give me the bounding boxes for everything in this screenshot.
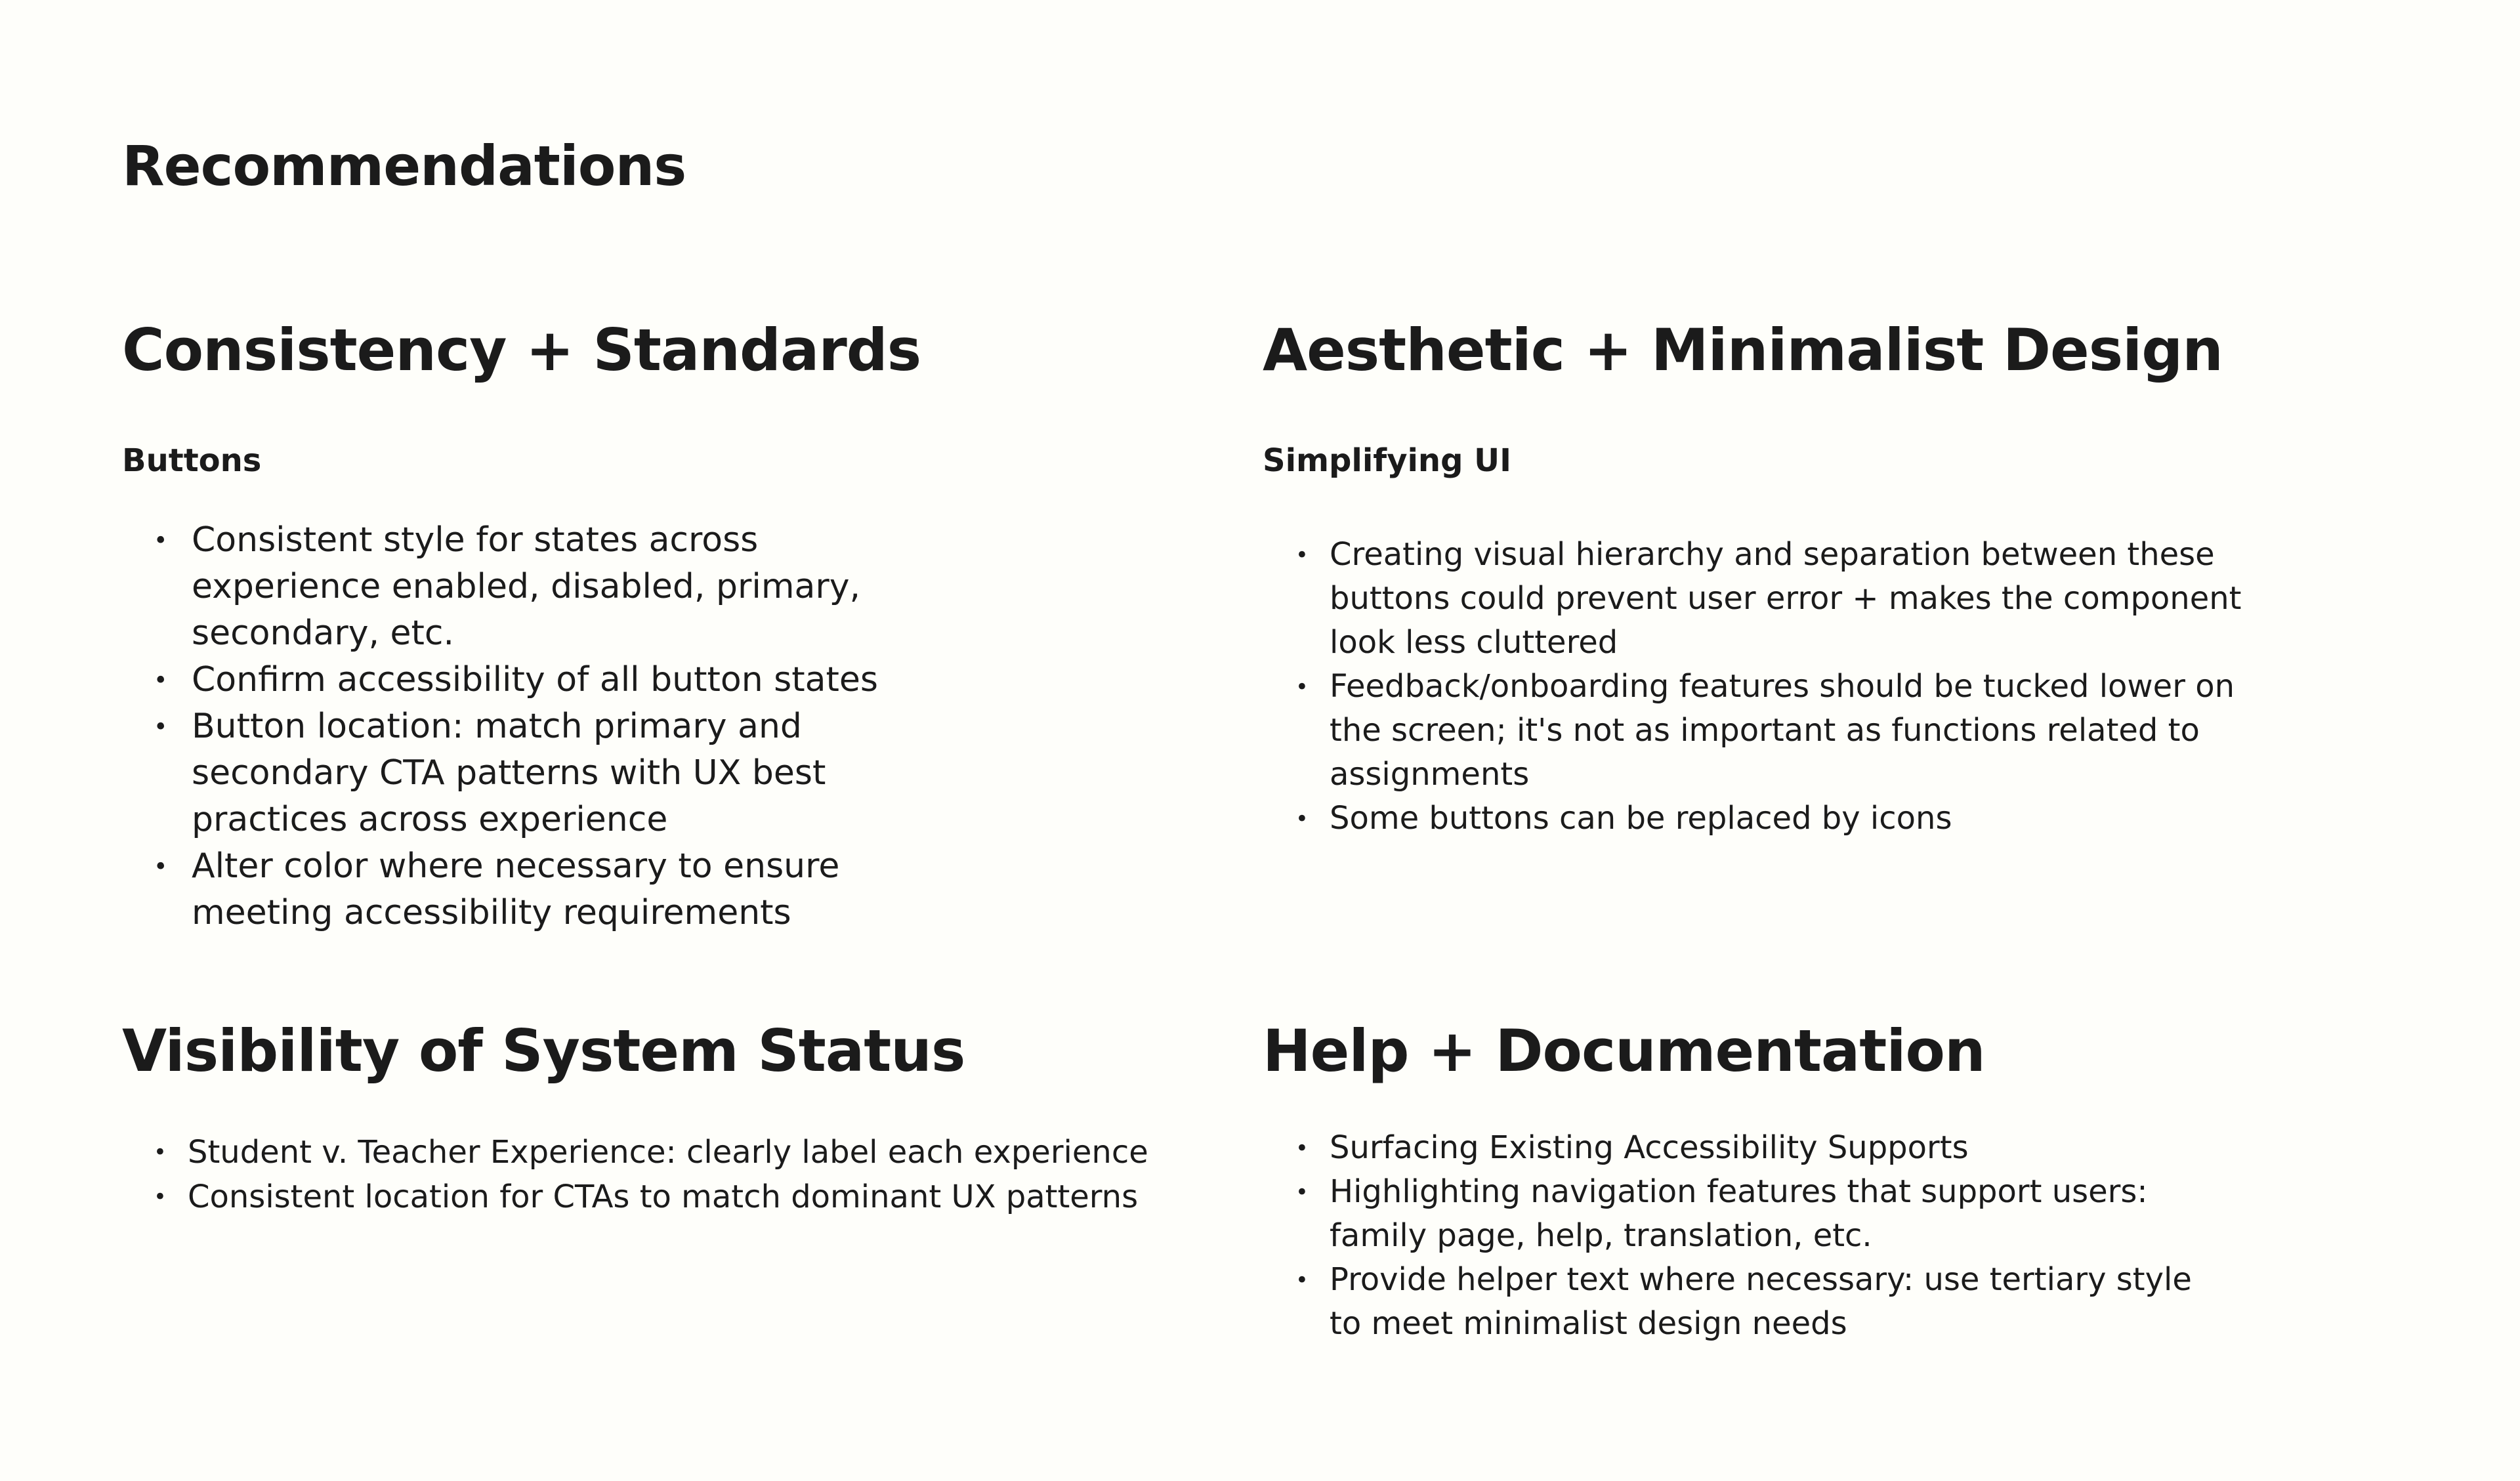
list-item (122, 657, 953, 703)
list-item-text: Some buttons can be replaced by icons (1330, 799, 1952, 837)
section-help-documentation (1263, 1018, 2444, 1346)
section-heading: Visibility of System Status (122, 1017, 965, 1085)
bullet-icon: • (1295, 1179, 1309, 1205)
bullet-icon: • (1295, 805, 1309, 831)
bullet-icon: • (1295, 673, 1309, 699)
section-heading: Help + Documentation (1263, 1017, 1985, 1085)
bullet-list (122, 1130, 1185, 1219)
section-subheading: Simplifying UI (1263, 442, 1512, 480)
section-heading: Aesthetic + Minimalist Design (1263, 316, 2223, 384)
list-item-text: Student v. Teacher Experience: clearly label each experience (188, 1134, 1148, 1171)
bullet-icon: • (1295, 541, 1309, 568)
bullet-icon: • (1295, 1135, 1309, 1161)
list-item-text: Creating visual hierarchy and separation between these buttons could prevent user error + makes the component look less cluttered (1330, 535, 2242, 661)
section-consistency-standards (122, 317, 1106, 936)
bullet-icon: • (1295, 1267, 1309, 1293)
section-aesthetic-minimalist-design (1263, 317, 2444, 841)
list-item (122, 1175, 1185, 1219)
list-item-text: Feedback/onboarding features should be tucked lower on the screen; it's not as important as functions related to assignments (1330, 667, 2235, 793)
list-item-text: Consistent style for states across experience enabled, disabled, primary, secondary, etc. (192, 520, 861, 653)
list-item-text: Highlighting navigation features that support users: family page, help, translation, etc. (1330, 1173, 2148, 1255)
bullet-list (122, 517, 1106, 936)
list-item (1263, 665, 2288, 797)
list-item-text: Button location: match primary and secondary CTA patterns with UX best practices across experience (192, 706, 826, 839)
list-item (122, 517, 953, 657)
section-subheading: Buttons (122, 442, 262, 480)
section-visibility-system-status (122, 1018, 1185, 1219)
page-title: Recommendations (122, 134, 686, 198)
list-item (1263, 1258, 2196, 1346)
bullet-icon: • (154, 1139, 167, 1165)
bullet-list (1263, 533, 2444, 841)
list-item-text: Provide helper text where necessary: use tertiary style to meet minimalist design needs (1330, 1261, 2192, 1343)
list-item-text: Surfacing Existing Accessibility Supports (1330, 1129, 1969, 1167)
list-item (122, 1130, 1185, 1175)
list-item (1263, 797, 2288, 841)
list-item-text: Confirm accessibility of all button states (192, 659, 878, 699)
bullet-icon: • (154, 712, 168, 741)
section-heading: Consistency + Standards (122, 316, 921, 384)
bullet-icon: • (154, 526, 168, 554)
list-item (1263, 1170, 2196, 1258)
bullet-icon: • (154, 852, 168, 881)
list-item (1263, 533, 2288, 665)
list-item (122, 843, 953, 936)
bullet-list (1263, 1126, 2444, 1346)
list-item-text: Consistent location for CTAs to match dominant UX patterns (188, 1179, 1139, 1216)
list-item-text: Alter color where necessary to ensure meeting accessibility requirements (192, 846, 840, 932)
bullet-icon: • (154, 1184, 167, 1210)
list-item (1263, 1126, 2196, 1170)
list-item (122, 703, 953, 843)
bullet-icon: • (154, 665, 168, 694)
